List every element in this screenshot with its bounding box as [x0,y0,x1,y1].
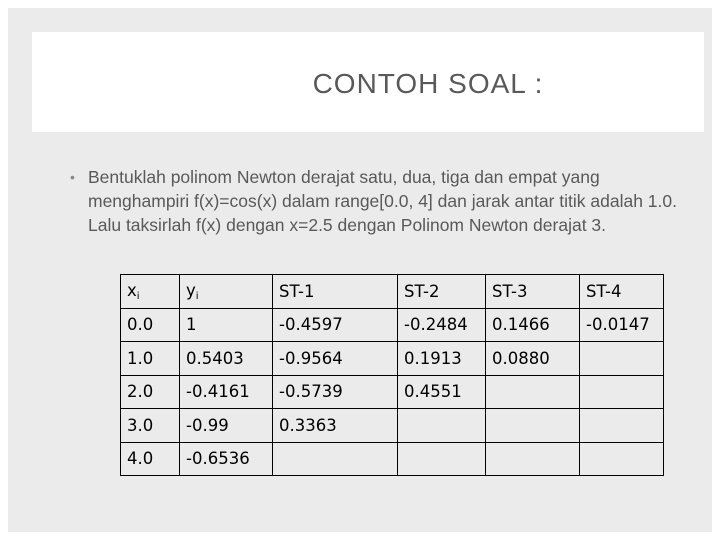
table-cell: -0.5739 [273,375,398,409]
table-cell: -0.4161 [180,375,273,409]
table-cell: 3.0 [121,409,180,443]
table-header-row [121,275,664,309]
table-row [121,409,664,443]
table-row [121,308,664,342]
table-row [121,442,664,476]
table-cell: -0.6536 [180,442,273,476]
table-cell [580,375,664,409]
table-cell [580,409,664,443]
table-cell [398,409,486,443]
table-cell: 0.4551 [398,375,486,409]
header-cell-xi: $x_i$ [121,275,180,309]
table-cell: -0.9564 [273,342,398,376]
table-cell [580,342,664,376]
table-cell: 0.1913 [398,342,486,376]
table-cell: -0.4597 [273,308,398,342]
table-cell [486,442,580,476]
header-cell-st3: ST-3 [486,275,580,309]
table-cell: 0.0880 [486,342,580,376]
title-box [32,32,704,132]
bullet-paragraph [70,165,685,237]
table-cell: 1 [180,308,273,342]
slide-title: CONTOH SOAL : [312,68,544,99]
divided-difference-table [120,274,664,476]
table-row [121,342,664,376]
table-cell: -0.0147 [580,308,664,342]
bullet-text: Bentuklah polinom Newton derajat satu, dua, tiga dan empat yang menghampiri f(x)=cos(x) dalam range[0.0, 4] dan jarak antar titik adalah 1.0. Lalu taksirlah f(x) dengan x=2.5 dengan Polinom Newton derajat 3. [88,167,677,235]
header-cell-yi: $y_i$ [180,275,273,309]
table-row [121,375,664,409]
table-cell: -0.2484 [398,308,486,342]
table-cell: 0.1466 [486,308,580,342]
table-cell: 0.3363 [273,409,398,443]
table-cell [273,442,398,476]
table-cell: 0.0 [121,308,180,342]
header-cell-st2: ST-2 [398,275,486,309]
table-cell: 2.0 [121,375,180,409]
table-cell [486,409,580,443]
table-cell: 4.0 [121,442,180,476]
table-cell: 0.5403 [180,342,273,376]
header-cell-st4: ST-4 [580,275,664,309]
table-cell: -0.99 [180,409,273,443]
table-cell [398,442,486,476]
bullet-icon: • [70,169,75,185]
table-cell [580,442,664,476]
table-cell: 1.0 [121,342,180,376]
header-cell-st1: ST-1 [273,275,398,309]
table-cell [486,375,580,409]
